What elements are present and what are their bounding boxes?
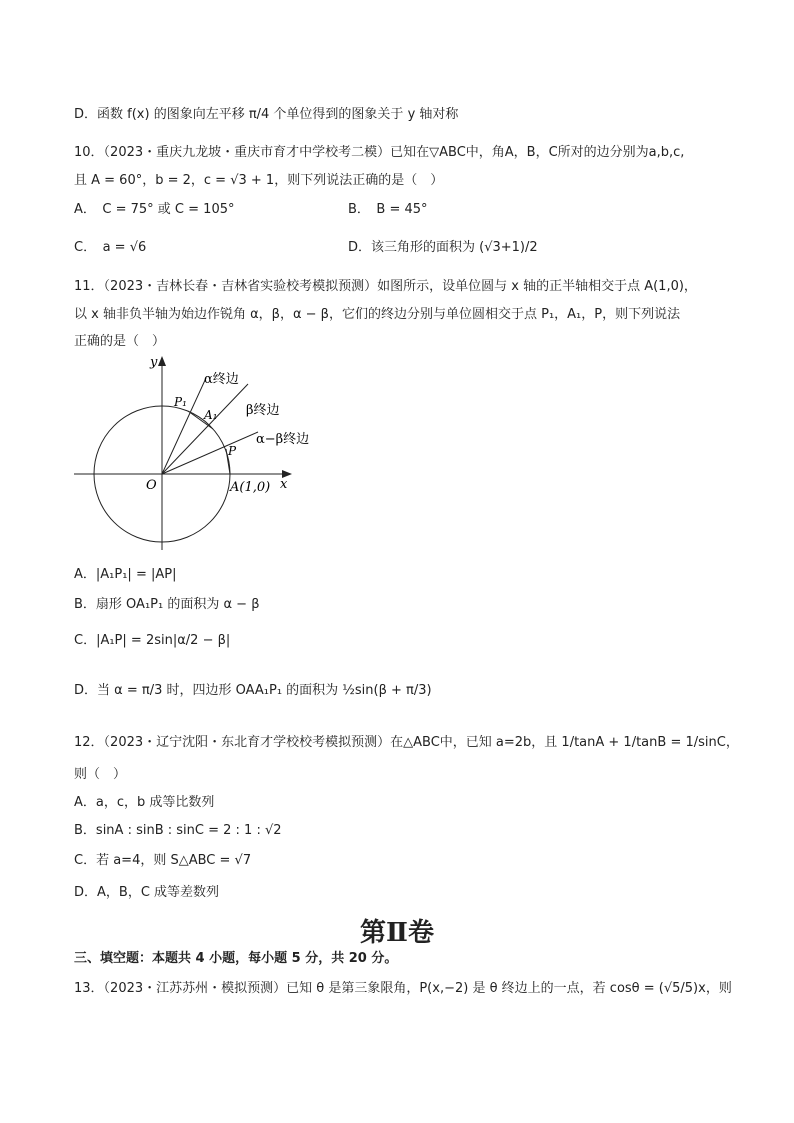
- q11-option-c: C．|A₁P| = 2sin|α/2 − β|: [74, 633, 231, 648]
- y-axis-label: y: [150, 355, 158, 370]
- alpha-minus-beta-ray-label: α−β终边: [256, 432, 310, 447]
- q11-option-b: B．扇形 OA₁P₁ 的面积为 α − β: [74, 597, 260, 612]
- q13-stem-line1: 13．（2023・江苏苏州・模拟预测）已知 θ 是第三象限角，P(x,−2) 是 θ 终边上的一点，若 cosθ = (√5/5)x，则: [74, 981, 732, 996]
- q12-option-a: A．a，c，b 成等比数列: [74, 795, 215, 810]
- q11-stem-line1: 11．（2023・吉林长春・吉林省实验校考模拟预测）如图所示，设单位圆与 x 轴的正半轴相交于点 A(1,0)，: [74, 279, 697, 294]
- q12-option-c: C．若 a=4，则 S△ABC = √7: [74, 853, 252, 868]
- section-title: 第Ⅱ卷: [360, 918, 434, 948]
- q12-option-b: B．sinA : sinB : sinC = 2 : 1 : √2: [74, 823, 282, 838]
- q11-stem-line2: 以 x 轴非负半轴为始边作锐角 α，β，α − β，它们的终边分别与单位圆相交于点 P₁，A₁，P，则下列说法: [74, 307, 681, 322]
- q11-option-d: D．当 α = π/3 时，四边形 OAA₁P₁ 的面积为 ½sin(β + π/3): [74, 683, 432, 698]
- q12-option-d: D．A，B，C 成等差数列: [74, 885, 220, 900]
- point-p-label: P: [228, 444, 237, 458]
- q12-stem-line2: 则（ ）: [74, 767, 127, 782]
- q10-option-b: B． B = 45°: [348, 202, 428, 217]
- q10-option-c: C． a = √6: [74, 240, 147, 255]
- point-p1-label: P₁: [174, 395, 187, 409]
- y-axis-arrow: [158, 356, 166, 366]
- alpha-minus-beta-terminal-ray: [162, 432, 258, 474]
- q10-option-d: D．该三角形的面积为 (√3+1)/2: [348, 240, 538, 255]
- alpha-ray-label: α终边: [204, 372, 239, 387]
- unit-circle-figure: [70, 352, 330, 557]
- alpha-terminal-ray: [162, 378, 206, 474]
- q10-option-a: A． C = 75° 或 C = 105°: [74, 202, 235, 217]
- origin-label: O: [146, 478, 157, 493]
- q10-stem-line2: 且 A = 60°，b = 2，c = √3 + 1，则下列说法正确的是（ ）: [74, 173, 444, 188]
- part3-header: 三、填空题：本题共 4 小题，每小题 5 分，共 20 分。: [74, 951, 398, 966]
- q11-option-a: A．|A₁P₁| = |AP|: [74, 567, 177, 582]
- q9-option-d: D．函数 f(x) 的图象向左平移 π/4 个单位得到的图象关于 y 轴对称: [74, 107, 459, 122]
- q10-stem-line1: 10．（2023・重庆九龙坡・重庆市育才中学校考二模）已知在▽ABC中，角A，B，C所对的边分别为a,b,c,: [74, 145, 685, 160]
- q11-stem-line3: 正确的是（ ）: [74, 334, 166, 349]
- point-a-label: A(1,0): [230, 480, 271, 495]
- q12-stem-line1: 12．（2023・辽宁沈阳・东北育才学校校考模拟预测）在△ABC中，已知 a=2b，且 1/tanA + 1/tanB = 1/sinC，: [74, 735, 739, 750]
- point-a1-label: A₁: [204, 408, 218, 422]
- x-axis-label: x: [280, 477, 288, 492]
- beta-ray-label: β终边: [246, 403, 280, 418]
